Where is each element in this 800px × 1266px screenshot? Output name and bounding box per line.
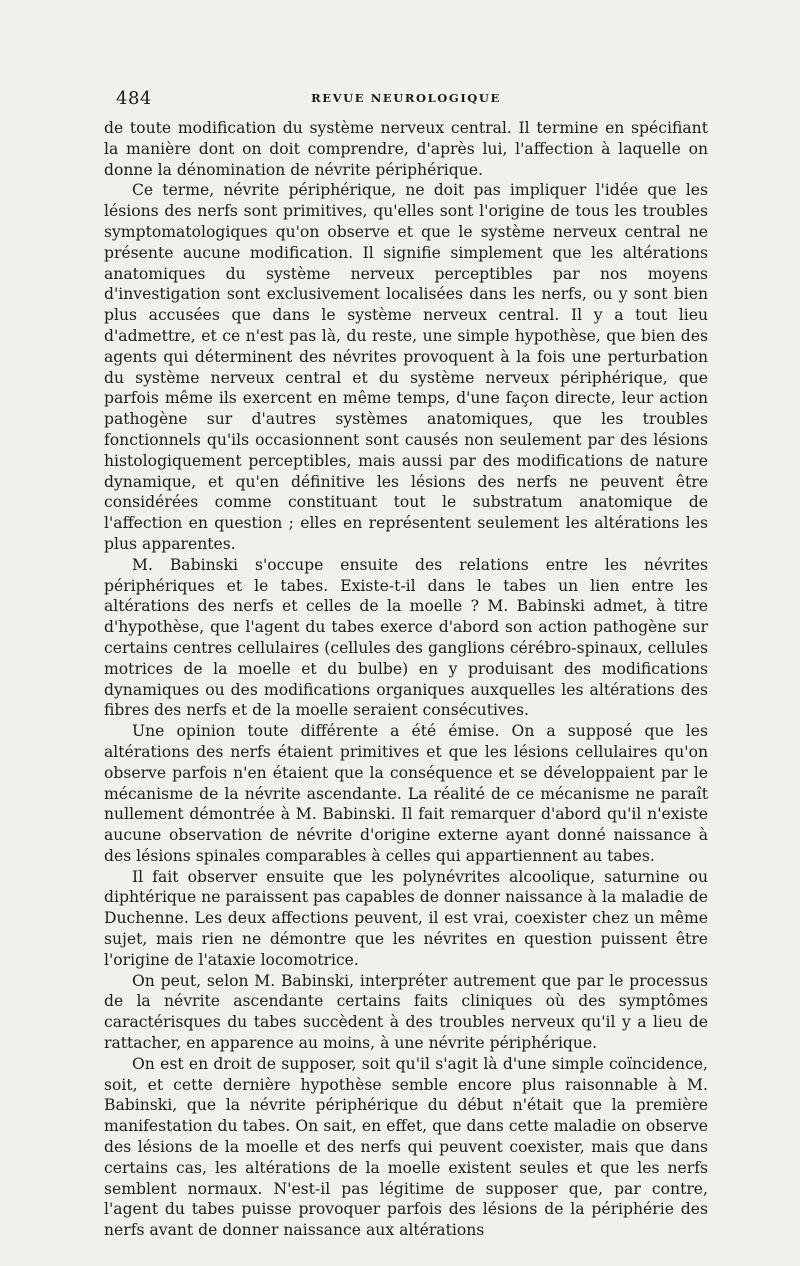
running-head [104,88,708,114]
paragraph: de toute modification du système nerveux central. Il termine en spécifiant la manière dont on doit comprendre, d'après lui, l'affection à laquelle on donne la dénomination de névrite périphérique. [104,119,708,179]
paragraph: On est en droit de supposer, soit qu'il s'agit là d'une simple coïncidence, soit, et cette dernière hypothèse semble encore plus raisonnable à M. Babinski, que la névrite périphérique du début n'était que la première manifestation du tabes. On sait, en effet, que dans cette maladie on observe des lésions de la moelle et des nerfs qui peuvent coexister, mais que dans certains cas, les altérations de la moelle existent seules et que les nerfs semblent normaux. N'est-il pas légitime de supposer que, par contre, l'agent du tabes puisse provoquer parfois des lésions de la périphérie des nerfs avant de donner naissance aux altérations [104,1054,708,1240]
paragraph: On peut, selon M. Babinski, interpréter autrement que par le processus de la névrite ascendante certains faits cliniques où des symptômes caractérisques du tabes succèdent à des troubles nerveux qu'il y a lieu de rattacher, en apparence au moins, à une névrite périphérique. [104,971,708,1053]
paragraph: M. Babinski s'occupe ensuite des relations entre les névrites périphériques et le tabes. Existe-t-il dans le tabes un lien entre les altérations des nerfs et celles de la moelle ? M. Babinski admet, à titre d'hypothèse, que l'agent du tabes exerce d'abord son action pathogène sur certains centres cellulaires (cellules des ganglions cérébro-spinaux, cellules motrices de la moelle et du bulbe) en y produisant des modifications dynamiques ou des modifications organiques auxquelles les altérations des fibres des nerfs et de la moelle seraient consécutives. [104,555,708,720]
journal-title: REVUE NEUROLOGIQUE [311,91,501,105]
article-body [104,118,708,1241]
paragraph: Une opinion toute différente a été émise. On a supposé que les altérations des nerfs étaient primitives et que les lésions cellulaires qu'on observe parfois n'en étaient que la conséquence et se développaient par le mécanisme de la névrite ascendante. La réalité de ce mécanisme ne paraît nullement démontrée à M. Babinski. Il fait remarquer d'abord qu'il n'existe aucune observation de névrite d'origine externe ayant donné naissance à des lésions spinales comparables à celles qui appartiennent au tabes. [104,722,708,865]
paragraph: Il fait observer ensuite que les polynévrites alcoolique, saturnine ou diphtérique ne paraissent pas capables de donner naissance à la maladie de Duchenne. Les deux affections peuvent, il est vrai, coexister chez un même sujet, mais rien ne démontre que les névrites en question puissent être l'origine de l'ataxie locomotrice. [104,867,708,969]
paragraph: Ce terme, névrite périphérique, ne doit pas impliquer l'idée que les lésions des nerfs sont primitives, qu'elles sont l'origine de tous les troubles symptomatologiques qu'on observe et que le système nerveux central ne présente aucune modification. Il signifie simplement que les altérations anatomiques du système nerveux perceptibles par nos moyens d'investigation sont exclusivement localisées dans les nerfs, ou y sont bien plus accusées que dans le système nerveux central. Il y a tout lieu d'admettre, et ce n'est pas là, du reste, une simple hypothèse, que bien des agents qui déterminent des névrites provoquent à la fois une perturbation du système nerveux central et du système nerveux périphérique, que parfois même ils exercent en même temps, d'une façon directe, leur action pathogène sur d'autres systèmes anatomiques, que les troubles fonctionnels qu'ils occasionnent sont causés non seulement par des lésions histologiquement perceptibles, mais aussi par des modifications de nature dynamique, et qu'en définitive les lésions des nerfs ne peuvent être considérées comme constituant tout le substratum anatomique de l'affection en question ; elles en représentent seulement les altérations les plus apparentes. [104,181,708,553]
page-number: 484 [116,88,152,109]
